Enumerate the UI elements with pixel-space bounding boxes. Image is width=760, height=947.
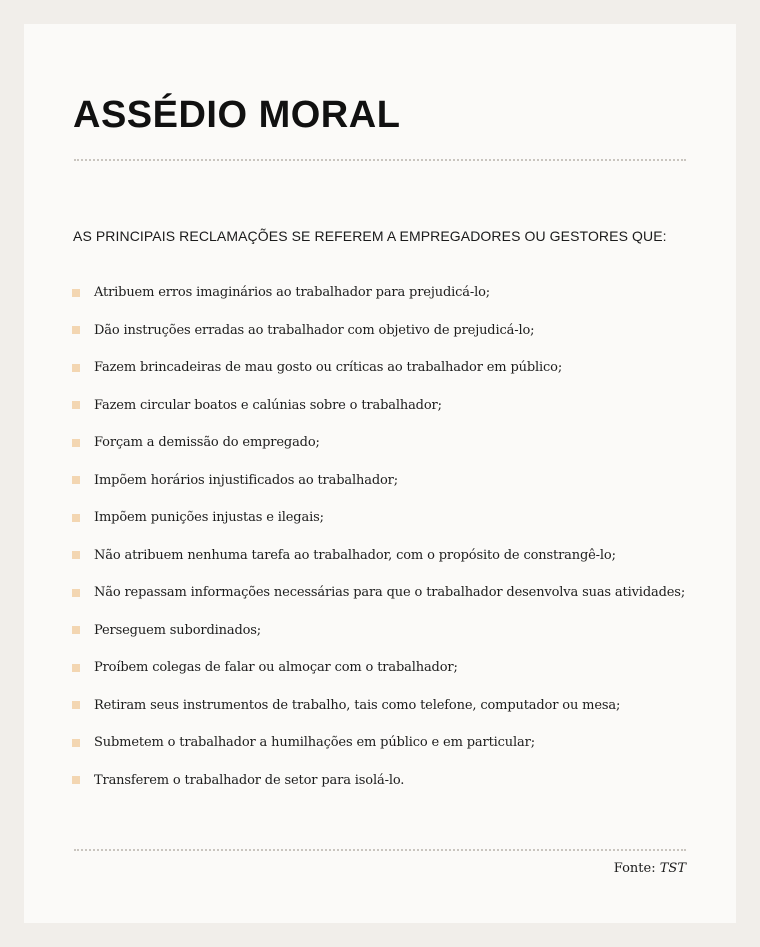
top-dotted-divider — [74, 159, 686, 161]
list-item — [72, 612, 685, 650]
square-bullet-icon — [72, 514, 80, 522]
source-value: TST — [659, 861, 686, 876]
list-item-text: Atribuem erros imaginários ao trabalhador para prejudicá-lo; — [94, 285, 491, 301]
list-item-text: Não repassam informações necessárias para que o trabalhador desenvolva suas atividades; — [94, 585, 686, 601]
list-item-text: Transferem o trabalhador de setor para isolá-lo. — [94, 772, 405, 788]
list-item — [72, 724, 685, 762]
square-bullet-icon — [72, 776, 80, 784]
list-item-text: Impõem horários injustificados ao trabalhador; — [94, 472, 398, 488]
square-bullet-icon — [72, 326, 80, 334]
list-item-text: Submetem o trabalhador a humilhações em público e em particular; — [94, 735, 535, 751]
bottom-dotted-divider — [74, 849, 686, 851]
list-item — [72, 274, 685, 312]
list-item — [72, 349, 685, 387]
list-item-text: Proíbem colegas de falar ou almoçar com o trabalhador; — [94, 660, 458, 676]
list-item — [72, 537, 685, 575]
square-bullet-icon — [72, 626, 80, 634]
source-credit — [614, 861, 686, 876]
list-item-text: Fazem circular boatos e calúnias sobre o trabalhador; — [94, 397, 442, 413]
list-item — [72, 762, 685, 800]
square-bullet-icon — [72, 364, 80, 372]
list-item-text: Não atribuem nenhuma tarefa ao trabalhador, com o propósito de constrangê-lo; — [94, 547, 616, 563]
square-bullet-icon — [72, 739, 80, 747]
list-item-text: Impõem punições injustas e ilegais; — [94, 510, 324, 526]
info-card — [24, 24, 736, 923]
list-item-text: Retiram seus instrumentos de trabalho, tais como telefone, computador ou mesa; — [94, 697, 621, 713]
list-item — [72, 424, 685, 462]
square-bullet-icon — [72, 401, 80, 409]
list-item — [72, 687, 685, 725]
square-bullet-icon — [72, 589, 80, 597]
list-item — [72, 499, 685, 537]
list-item-text: Forçam a demissão do empregado; — [94, 435, 320, 451]
list-item — [72, 387, 685, 425]
square-bullet-icon — [72, 439, 80, 447]
list-item — [72, 649, 685, 687]
square-bullet-icon — [72, 701, 80, 709]
list-item — [72, 574, 685, 612]
list-item-text: Dão instruções erradas ao trabalhador com objetivo de prejudicá-lo; — [94, 322, 535, 338]
list-item-text: Fazem brincadeiras de mau gosto ou críticas ao trabalhador em público; — [94, 360, 563, 376]
page-title: ASSÉDIO MORAL — [73, 94, 401, 136]
square-bullet-icon — [72, 551, 80, 559]
list-item — [72, 312, 685, 350]
square-bullet-icon — [72, 289, 80, 297]
complaints-list — [72, 274, 685, 799]
square-bullet-icon — [72, 664, 80, 672]
square-bullet-icon — [72, 476, 80, 484]
list-item-text: Perseguem subordinados; — [94, 622, 262, 638]
list-item — [72, 462, 685, 500]
section-subtitle: AS PRINCIPAIS RECLAMAÇÕES SE REFEREM A EMPREGADORES OU GESTORES QUE: — [73, 228, 667, 244]
source-label: Fonte: — [613, 861, 656, 876]
